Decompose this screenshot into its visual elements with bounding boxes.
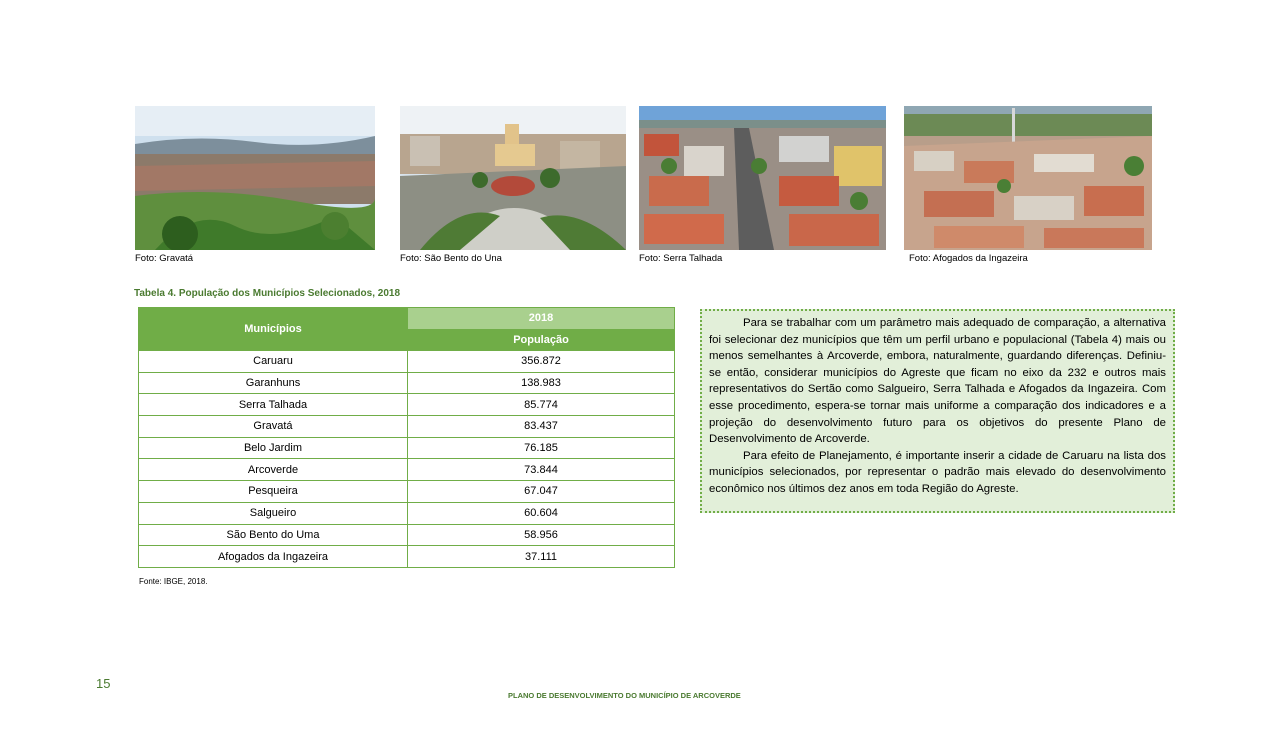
table-row <box>139 372 675 394</box>
table-row <box>139 416 675 438</box>
table-row <box>139 481 675 503</box>
paragraph-comparison: Para se trabalhar com um parâmetro mais adequado de comparação, a alternativa foi selecionar dez municípios que têm um perfil urbano e populacional (Tabela 4) mais ou menos semelhantes à Arcoverde, embora, naturalmente, guardando diferenças. Definiu-se então, considerar municípios do Agreste que ficam no eixo da 232 e outros mais representativos do Sertão como Salgueiro, Serra Talhada e Afogados da Ingazeira. Com esse procedimento, espera-se tornar mais uniforme a comparação dos indicadores e a projeção do desenvolvimento futuro para os objetivos do presente Plano de Desenvolvimento de Arcoverde. <box>709 317 1166 446</box>
aerial-town-photo-icon <box>904 106 1152 250</box>
photo-caption: Foto: São Bento do Una <box>400 253 502 264</box>
photo-caption: Foto: Serra Talhada <box>639 253 723 264</box>
municipio-cell: Belo Jardim <box>139 437 408 459</box>
populacao-cell: 76.185 <box>408 437 675 459</box>
populacao-cell: 60.604 <box>408 502 675 524</box>
column-header-municipios: Municípios <box>139 308 408 351</box>
table-row <box>139 524 675 546</box>
town-square-photo-icon <box>400 106 626 250</box>
table-row <box>139 437 675 459</box>
photo-afogados <box>904 106 1152 250</box>
table-row <box>139 459 675 481</box>
column-header-populacao: População <box>408 329 675 351</box>
footer-title: PLANO DE DESENVOLVIMENTO DO MUNICÍPIO DE ARCOVERDE <box>508 691 741 700</box>
populacao-cell: 67.047 <box>408 481 675 503</box>
table-row <box>139 546 675 568</box>
table-title: Tabela 4. População dos Municípios Selecionados, 2018 <box>134 288 401 299</box>
populacao-cell: 83.437 <box>408 416 675 438</box>
populacao-cell: 58.956 <box>408 524 675 546</box>
table-source: Fonte: IBGE, 2018. <box>139 577 208 586</box>
comparison-text-box <box>700 309 1175 513</box>
photo-caption: Foto: Gravatá <box>135 253 194 264</box>
populacao-cell: 138.983 <box>408 372 675 394</box>
municipio-cell: Garanhuns <box>139 372 408 394</box>
populacao-cell: 37.111 <box>408 546 675 568</box>
paragraph-planning: Para efeito de Planejamento, é importante inserir a cidade de Caruaru na lista dos municípios selecionados, por representar o padrão mais elevado do desenvolvimento econômico nos últimos dez anos em toda Região do Agreste. <box>709 449 1166 495</box>
populacao-cell: 85.774 <box>408 394 675 416</box>
municipio-cell: Arcoverde <box>139 459 408 481</box>
municipio-cell: Serra Talhada <box>139 394 408 416</box>
municipio-cell: Gravatá <box>139 416 408 438</box>
populacao-cell: 356.872 <box>408 351 675 373</box>
aerial-city-photo-icon <box>639 106 886 250</box>
photo-sao-bento <box>400 106 626 250</box>
population-table <box>138 307 675 568</box>
table-row <box>139 351 675 373</box>
photo-caption: Foto: Afogados da Ingazeira <box>909 253 1028 264</box>
page-number: 15 <box>96 676 111 691</box>
municipio-cell: São Bento do Uma <box>139 524 408 546</box>
municipio-cell: Caruaru <box>139 351 408 373</box>
populacao-cell: 73.844 <box>408 459 675 481</box>
landscape-photo-icon <box>135 106 375 250</box>
municipio-cell: Afogados da Ingazeira <box>139 546 408 568</box>
photo-gravata <box>135 106 375 250</box>
municipio-cell: Salgueiro <box>139 502 408 524</box>
municipio-cell: Pesqueira <box>139 481 408 503</box>
column-header-year: 2018 <box>408 308 675 330</box>
table-row <box>139 502 675 524</box>
table-row <box>139 394 675 416</box>
photo-serra-talhada <box>639 106 886 250</box>
